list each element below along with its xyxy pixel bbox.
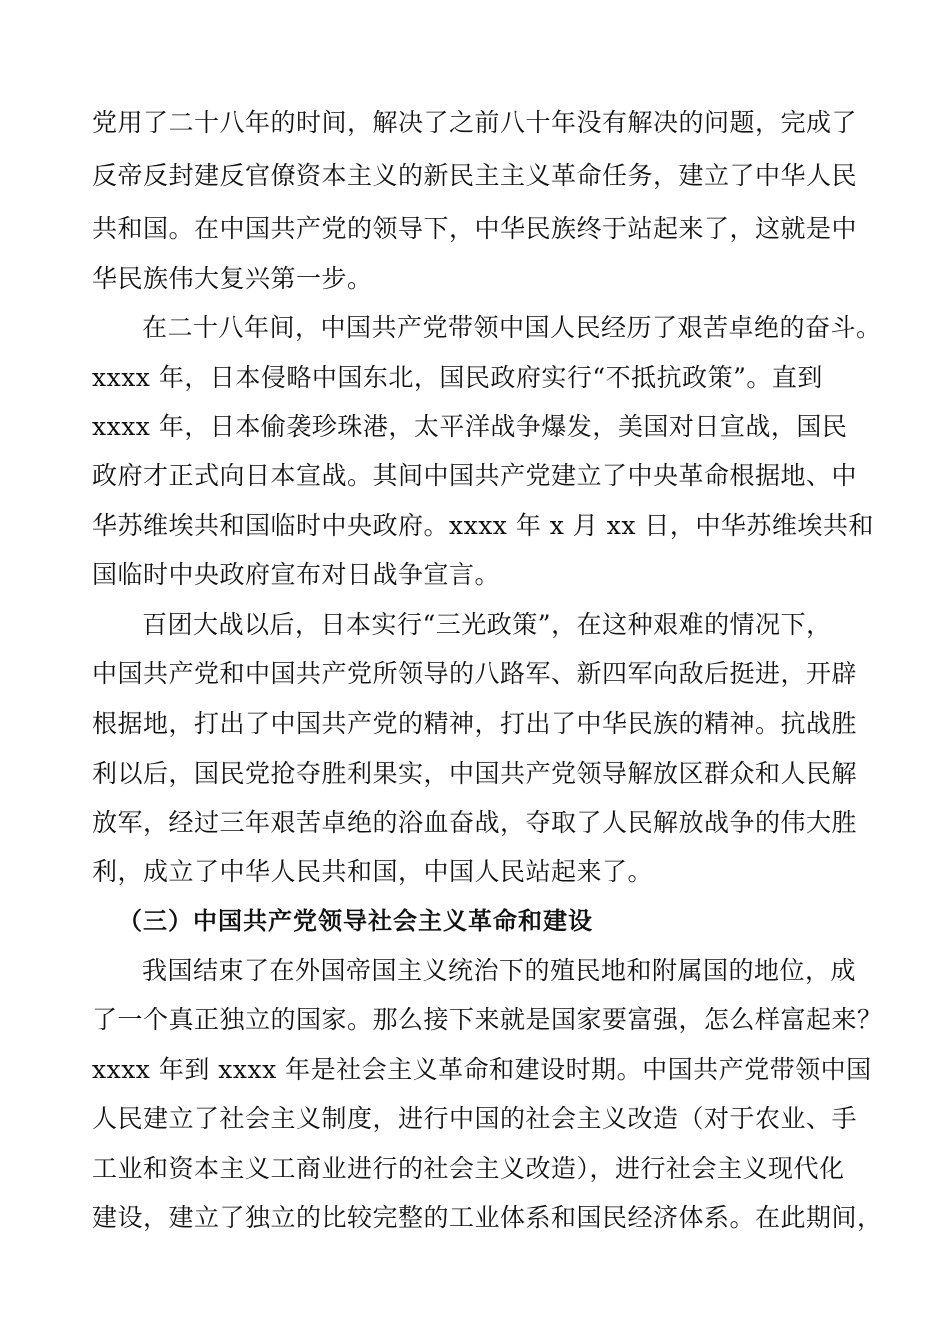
paragraph-2-line-2: xxxx 年，日本侵略中国东北，国民政府实行“不抵抗政策”。直到	[92, 363, 823, 392]
paragraph-4-line-4: 人民建立了社会主义制度，进行中国的社会主义改造（对于农业、手	[92, 1104, 858, 1133]
paragraph-3-line-6: 利，成立了中华人民共和国，中国人民站起来了。	[92, 857, 654, 886]
section-heading: （三）中国共产党领导社会主义革命和建设	[118, 907, 593, 935]
paragraph-3-line-5: 放军，经过三年艰苦卓绝的浴血奋战，夺取了人民解放战争的伟大胜	[92, 808, 858, 837]
paragraph-3-line-3: 根据地，打出了中国共产党的精神，打出了中华民族的精神。抗战胜	[92, 709, 858, 738]
paragraph-2-line-4: 政府才正式向日本宣战。其间中国共产党建立了中央革命根据地、中	[92, 461, 858, 490]
paragraph-2-line-1: 在二十八年间，中国共产党带领中国人民经历了艰苦卓绝的奋斗。	[142, 313, 882, 342]
paragraph-2-line-6: 国临时中央政府宣布对日战争宣言。	[92, 560, 501, 589]
paragraph-4-line-5: 工业和资本主义工商业进行的社会主义改造），进行社会主义现代化	[92, 1154, 845, 1183]
paragraph-1-line-4: 华民族伟大复兴第一步。	[92, 264, 373, 293]
paragraph-4-line-2: 了一个真正独立的国家。那么接下来就是国家要富强，怎么样富起来？	[92, 1005, 883, 1034]
paragraph-1-line-1: 党用了二十八年的时间，解决了之前八十年没有解决的问题，完成了	[92, 108, 858, 137]
paragraph-3-line-1: 百团大战以后，日本实行“三光政策”，在这种艰难的情况下，	[142, 610, 832, 639]
paragraph-4-line-1: 我国结束了在外国帝国主义统治下的殖民地和附属国的地位，成	[142, 956, 857, 985]
paragraph-2-line-3: xxxx 年，日本偷袭珍珠港，太平洋战争爆发，美国对日宣战，国民	[92, 412, 848, 441]
paragraph-4-line-3: xxxx 年到 xxxx 年是社会主义革命和建设时期。中国共产党带领中国	[92, 1055, 872, 1084]
paragraph-3-line-2: 中国共产党和中国共产党所领导的八路军、新四军向敌后挺进，开辟	[92, 659, 858, 688]
paragraph-1-line-3: 共和国。在中国共产党的领导下，中华民族终于站起来了，这就是中	[92, 214, 858, 243]
paragraph-1-line-2: 反帝反封建反官僚资本主义的新民主主义革命任务，建立了中华人民	[92, 161, 858, 190]
paragraph-3-line-4: 利以后，国民党抢夺胜利果实，中国共产党领导解放区群众和人民解	[92, 759, 858, 788]
paragraph-4-line-6: 建设，建立了独立的比较完整的工业体系和国民经济体系。在此期间，	[92, 1203, 883, 1232]
paragraph-2-line-5: 华苏维埃共和国临时中央政府。xxxx 年 x 月 xx 日，中华苏维埃共和	[92, 511, 874, 540]
